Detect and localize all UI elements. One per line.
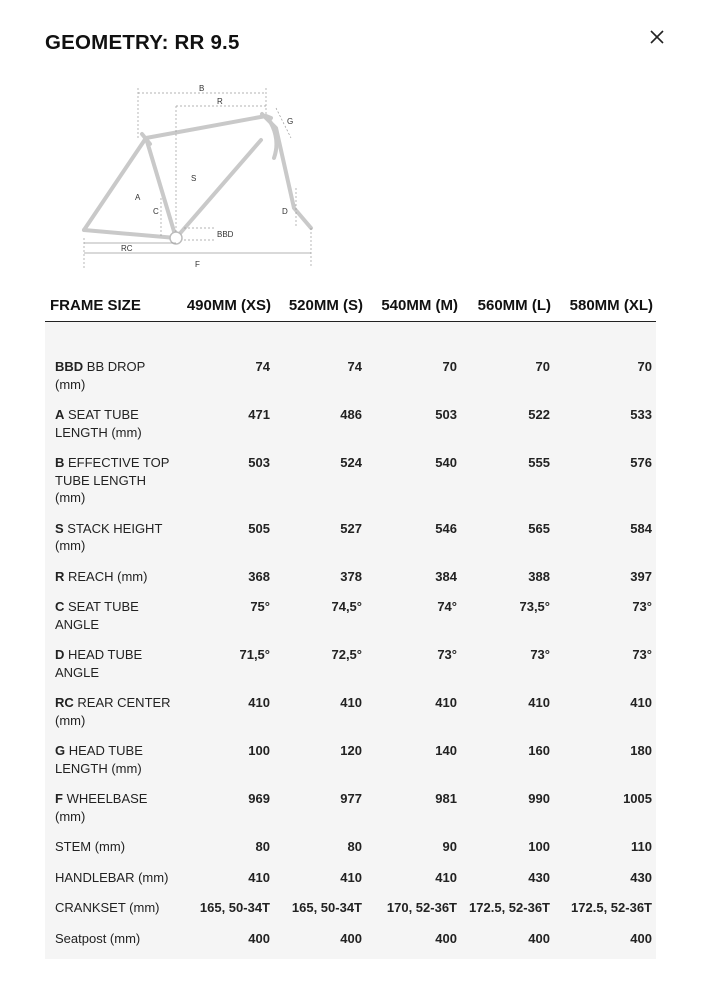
frame-geometry-diagram <box>76 78 326 274</box>
table-cell: 555 <box>461 449 554 515</box>
table-cell: 73° <box>554 641 656 689</box>
row-label <box>45 833 177 864</box>
table-cell: 410 <box>554 689 656 737</box>
table-cell: 70 <box>461 353 554 401</box>
table-cell: 80 <box>274 833 366 864</box>
row-label-text: STACK HEIGHT (mm) <box>55 520 163 553</box>
table-cell: 90 <box>366 833 461 864</box>
row-key: D <box>55 647 65 662</box>
row-key: R <box>55 568 65 584</box>
table-cell: 74° <box>366 593 461 641</box>
table-cell: 410 <box>366 689 461 737</box>
table-row <box>45 925 656 960</box>
table-cell: 70 <box>554 353 656 401</box>
table-row <box>45 515 656 563</box>
table-cell: 180 <box>554 737 656 785</box>
diagram-label-g: G <box>287 117 294 126</box>
table-cell: 400 <box>274 925 366 960</box>
table-cell: 72,5° <box>274 641 366 689</box>
column-header: 560MM (L) <box>461 290 554 322</box>
table-cell: 410 <box>177 864 274 895</box>
row-label <box>45 563 177 594</box>
table-cell: 410 <box>177 689 274 737</box>
diagram-label-s: S <box>191 174 197 183</box>
row-key: F <box>55 791 63 806</box>
table-cell: 75° <box>177 593 274 641</box>
table-cell: 533 <box>554 401 656 449</box>
table-cell: 969 <box>177 785 274 833</box>
column-header: 540MM (M) <box>366 290 461 322</box>
table-cell: 368 <box>177 563 274 594</box>
row-label <box>45 785 177 833</box>
row-label-text: REAR CENTER (mm) <box>55 695 171 728</box>
table-cell: 486 <box>274 401 366 449</box>
row-label <box>45 353 177 401</box>
table-cell: 160 <box>461 737 554 785</box>
table-cell: 505 <box>177 515 274 563</box>
table-cell: 471 <box>177 401 274 449</box>
table-row <box>45 737 656 785</box>
table-row <box>45 641 656 689</box>
table-row <box>45 894 656 925</box>
table-cell: 165, 50-34T <box>274 894 366 925</box>
column-header: FRAME SIZE <box>45 290 177 322</box>
row-label <box>45 593 177 641</box>
row-label <box>45 515 177 563</box>
row-label <box>45 449 177 515</box>
table-cell: 80 <box>177 833 274 864</box>
row-key: G <box>55 743 66 758</box>
table-row <box>45 785 656 833</box>
table-cell: 397 <box>554 563 656 594</box>
row-label-text: HANDLEBAR (mm) <box>55 869 169 885</box>
diagram-label-bbd: BBD <box>217 230 234 239</box>
row-label <box>45 864 177 895</box>
diagram-label-d: D <box>282 207 288 216</box>
table-cell: 73° <box>461 641 554 689</box>
table-cell: 378 <box>274 563 366 594</box>
table-cell: 546 <box>366 515 461 563</box>
table-cell: 981 <box>366 785 461 833</box>
table-row <box>45 833 656 864</box>
row-key: B <box>55 455 65 470</box>
row-label <box>45 894 177 925</box>
table-row <box>45 353 656 401</box>
table-cell: 1005 <box>554 785 656 833</box>
row-label-text: HEAD TUBE ANGLE <box>55 647 143 680</box>
diagram-label-f: F <box>195 260 200 269</box>
table-cell: 74 <box>177 353 274 401</box>
table-cell: 410 <box>274 864 366 895</box>
row-label <box>45 689 177 737</box>
table-cell: 120 <box>274 737 366 785</box>
table-row <box>45 689 656 737</box>
row-label-text: REACH (mm) <box>64 568 148 584</box>
table-cell: 540 <box>366 449 461 515</box>
bike-frame-drawing <box>84 114 311 238</box>
table-cell: 584 <box>554 515 656 563</box>
row-label-text: EFFECTIVE TOP TUBE LENGTH (mm) <box>55 455 170 505</box>
diagram-label-rc: RC <box>121 244 133 253</box>
row-label-text: BB DROP (mm) <box>55 359 146 392</box>
table-cell: 73° <box>366 641 461 689</box>
table-cell: 384 <box>366 563 461 594</box>
row-key: A <box>55 407 65 422</box>
row-key: C <box>55 599 65 614</box>
row-label <box>45 737 177 785</box>
column-header: 490MM (XS) <box>177 290 274 322</box>
table-cell: 990 <box>461 785 554 833</box>
row-label-text: Seatpost (mm) <box>55 930 141 946</box>
column-header: 520MM (S) <box>274 290 366 322</box>
geometry-table <box>45 290 656 959</box>
table-cell: 524 <box>274 449 366 515</box>
diagram-label-b: B <box>199 84 205 93</box>
row-label-text: SEAT TUBE LENGTH (mm) <box>55 407 142 440</box>
table-cell: 410 <box>274 689 366 737</box>
row-label <box>45 925 177 960</box>
table-cell: 388 <box>461 563 554 594</box>
table-cell: 527 <box>274 515 366 563</box>
table-cell: 410 <box>461 689 554 737</box>
table-cell: 503 <box>366 401 461 449</box>
row-key: S <box>55 520 64 536</box>
table-cell: 71,5° <box>177 641 274 689</box>
row-label-text: CRANKSET (mm) <box>55 900 160 915</box>
table-row <box>45 563 656 594</box>
table-cell: 522 <box>461 401 554 449</box>
table-body <box>45 322 656 960</box>
table-cell: 100 <box>461 833 554 864</box>
table-cell: 400 <box>366 925 461 960</box>
page-title: GEOMETRY: RR 9.5 <box>45 31 240 54</box>
table-cell: 172.5, 52-36T <box>461 894 554 925</box>
row-label <box>45 641 177 689</box>
row-label-text: HEAD TUBE LENGTH (mm) <box>55 743 143 776</box>
table-cell: 565 <box>461 515 554 563</box>
diagram-label-r: R <box>217 97 223 106</box>
table-cell: 430 <box>554 864 656 895</box>
table-row <box>45 593 656 641</box>
table-cell: 977 <box>274 785 366 833</box>
table-cell: 140 <box>366 737 461 785</box>
table-cell: 70 <box>366 353 461 401</box>
close-icon[interactable] <box>646 26 668 48</box>
table-cell: 74,5° <box>274 593 366 641</box>
row-key: RC <box>55 695 74 710</box>
table-header-row <box>45 290 656 322</box>
table-row <box>45 401 656 449</box>
table-cell: 576 <box>554 449 656 515</box>
row-label-text: SEAT TUBE ANGLE <box>55 599 139 632</box>
table-cell: 400 <box>177 925 274 960</box>
row-label <box>45 401 177 449</box>
table-row <box>45 449 656 515</box>
row-key: BBD <box>55 359 84 374</box>
table-cell: 430 <box>461 864 554 895</box>
table-cell: 100 <box>177 737 274 785</box>
column-header: 580MM (XL) <box>554 290 656 322</box>
table-row <box>45 864 656 895</box>
table-cell: 400 <box>461 925 554 960</box>
row-label-text: WHEELBASE (mm) <box>55 791 148 824</box>
table-cell: 503 <box>177 449 274 515</box>
table-cell: 410 <box>366 864 461 895</box>
table-cell: 74 <box>274 353 366 401</box>
table-cell: 73,5° <box>461 593 554 641</box>
table-cell: 110 <box>554 833 656 864</box>
table-cell: 165, 50-34T <box>177 894 274 925</box>
diagram-label-c: C <box>153 207 159 216</box>
table-cell: 170, 52-36T <box>366 894 461 925</box>
table-cell: 73° <box>554 593 656 641</box>
table-cell: 172.5, 52-36T <box>554 894 656 925</box>
table-cell: 400 <box>554 925 656 960</box>
diagram-label-a: A <box>135 193 141 202</box>
row-label-text: STEM (mm) <box>55 839 126 854</box>
